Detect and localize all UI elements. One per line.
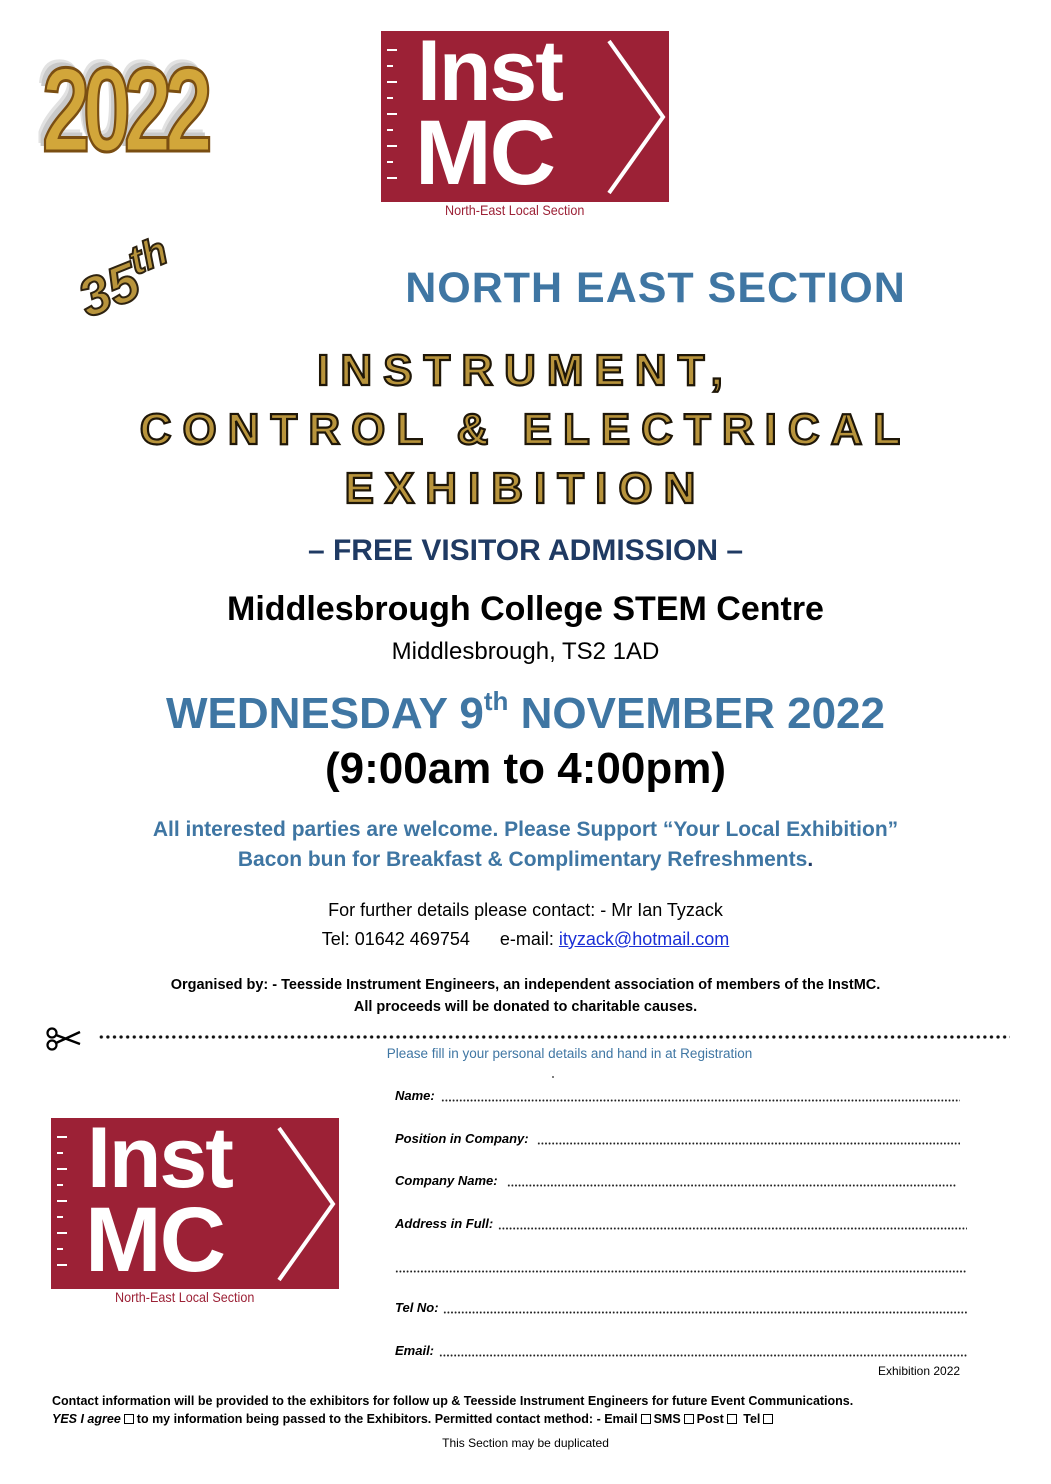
logo-subtitle: North-East Local Section (445, 202, 585, 218)
address2-line (395, 1270, 967, 1273)
event-date (0, 686, 1051, 739)
welcome-line1: All interested parties are welcome. Please Support “Your Local Exhibition” (152, 818, 899, 841)
position-line (537, 1142, 960, 1145)
exhibition-title-line1: INSTRUMENT, (317, 346, 734, 395)
event-time: (9:00am to 4:00pm) (324, 744, 726, 793)
address-line (498, 1227, 967, 1230)
agree-label: YES I agree (52, 1412, 121, 1426)
date-suffix: th (483, 686, 509, 716)
proceeds-line: All proceeds will be donated to charitable causes. (353, 999, 698, 1015)
footer-consent-info: Contact information will be provided to the exhibitors for follow up & Teesside Instrument Engineers for future Event Communications. (52, 1394, 854, 1408)
logo-subtitle: North-East Local Section (115, 1289, 255, 1305)
email-checkbox[interactable] (641, 1414, 651, 1424)
welcome-line2 (0, 848, 1051, 872)
tel-line (443, 1311, 967, 1314)
divider-dot (552, 1076, 554, 1078)
method-sms: SMS (653, 1412, 681, 1426)
instmc-logo-bottom (51, 1118, 341, 1310)
date-day: WEDNESDAY 9 (165, 689, 484, 738)
email-link[interactable]: ityzack@hotmail.com (558, 929, 730, 949)
chevron-arrow-icon (603, 37, 669, 197)
ordinal-suffix: th (122, 228, 174, 284)
name-line (441, 1099, 960, 1102)
contact-tel: Tel: 01642 469754 (321, 929, 470, 949)
position-label: Position in Company: (395, 1131, 529, 1146)
free-admission: – FREE VISITOR ADMISSION – (307, 534, 744, 567)
refreshments-text: Bacon bun for Breakfast & Complimentary Refreshments (237, 848, 808, 871)
company-label: Company Name: (395, 1173, 498, 1188)
post-checkbox[interactable] (727, 1414, 737, 1424)
exhibition-title-line3: EXHIBITION (344, 464, 707, 513)
name-field[interactable] (395, 1088, 960, 1103)
registration-instruction: Please fill in your personal details and hand in at Registration (386, 1046, 753, 1061)
method-post: Post (696, 1412, 724, 1426)
tel-checkbox[interactable] (763, 1414, 773, 1424)
organiser-line: Organised by: - Teesside Instrument Engineers, an independent association of members of the InstMC. (170, 977, 881, 993)
contact-person: For further details please contact: - Mr Ian Tyzack (328, 900, 723, 920)
refreshments-period: . (807, 848, 814, 871)
logo-word-inst: Inst (417, 31, 562, 119)
instmc-logo-top (381, 31, 671, 223)
venue-address: Middlesbrough, TS2 1AD (391, 638, 660, 665)
logo-word-mc: MC (415, 102, 555, 202)
footer-consent-options (52, 1412, 776, 1426)
date-rest: NOVEMBER 2022 (508, 689, 885, 738)
ordinal-number: 35 (69, 251, 149, 330)
email-line (439, 1354, 967, 1357)
email-label: e-mail: (499, 929, 554, 949)
contact-details (0, 929, 1051, 950)
section-title: NORTH EAST SECTION (405, 264, 906, 312)
email-field-label: Email: (395, 1343, 435, 1358)
address-field[interactable] (395, 1216, 967, 1231)
chevron-arrow-icon (273, 1124, 339, 1284)
tel-label: Tel No: (395, 1300, 439, 1315)
email-field[interactable] (395, 1343, 967, 1358)
duplicated-note: This Section may be duplicated (442, 1436, 609, 1450)
company-field[interactable] (395, 1173, 957, 1188)
venue-name: Middlesbrough College STEM Centre (227, 590, 824, 628)
position-field[interactable] (395, 1131, 960, 1146)
tel-field[interactable] (395, 1300, 967, 1315)
address-label: Address in Full: (395, 1216, 494, 1231)
form-reference: Exhibition 2022 (878, 1364, 961, 1378)
cut-line (98, 1034, 1010, 1040)
sms-checkbox[interactable] (684, 1414, 694, 1424)
agree-checkbox[interactable] (124, 1414, 134, 1424)
exhibition-title-line2: CONTROL & ELECTRICAL (139, 405, 912, 454)
company-line (507, 1184, 957, 1187)
logo-word-mc: MC (85, 1189, 225, 1289)
year-badge: 2022 (42, 43, 206, 177)
name-label: Name: (395, 1088, 435, 1103)
logo-word-inst: Inst (87, 1118, 232, 1206)
agree-text: to my information being passed to the Exhibitors. Permitted contact method: - Email (136, 1412, 638, 1426)
method-tel: Tel (743, 1412, 761, 1426)
